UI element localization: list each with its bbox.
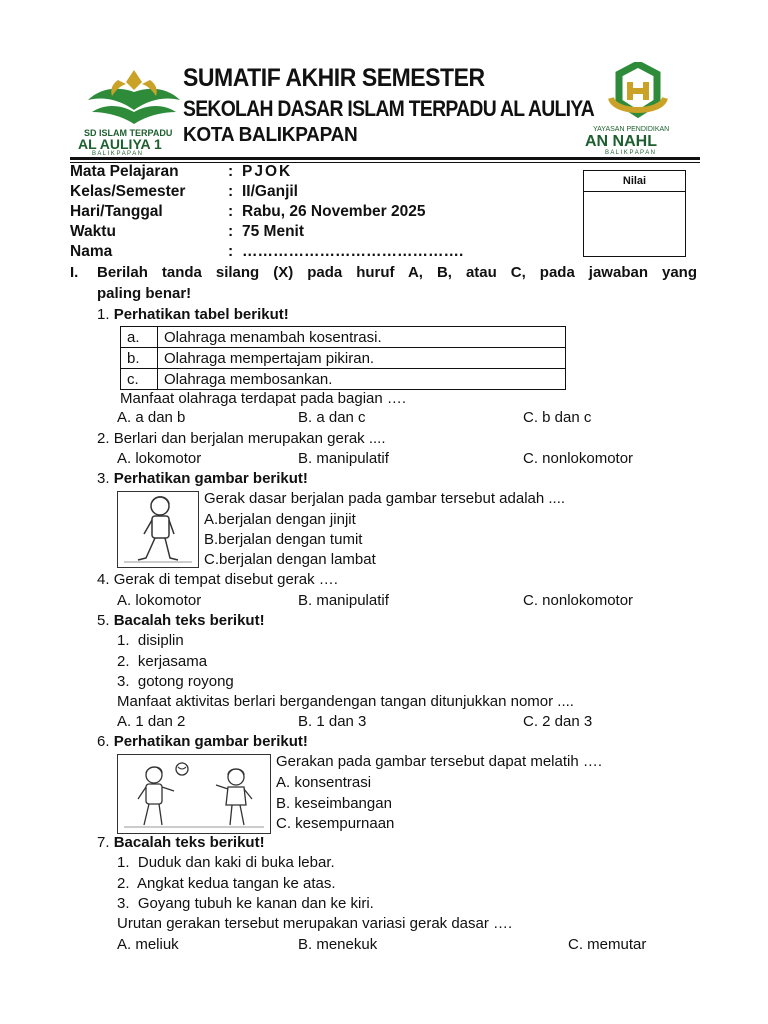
q5: 5. Bacalah teks berikut! [97,612,265,629]
q4-option-c[interactable]: C. nonlokomotor [523,592,634,609]
q5-option-a[interactable]: A. 1 dan 2 [117,713,186,730]
q1-option-a[interactable]: A. a dan b [117,409,186,426]
city-name: KOTA BALIKPAPAN [183,124,358,146]
score-box-label: Nilai [584,171,685,192]
walking-child-image [117,491,199,568]
foundation-logo-right: YAYASAN PENDIDIKAN AN NAHL B A L I K P A P A N [585,62,691,158]
q4: 4. Gerak di tempat disebut gerak …. [97,571,338,588]
list-item: 2. Angkat kedua tangan ke atas. [117,875,336,892]
q5-option-c[interactable]: C. 2 dan 3 [523,713,593,730]
section-number: I. [70,264,79,281]
q7-stem: Urutan gerakan tersebut merupakan variasi gerak dasar …. [117,915,513,932]
header-rule-thick [70,157,700,160]
q3-option-c[interactable]: C.berjalan dengan lambat [204,551,376,568]
q5-option-b[interactable]: B. 1 dan 3 [298,713,367,730]
q2-option-a[interactable]: A. lokomotor [117,450,202,467]
q7-option-b[interactable]: B. menekuk [298,936,378,953]
school-name: SEKOLAH DASAR ISLAM TERPADU AL AULIYA [183,96,595,121]
q2: 2. Berlari dan berjalan merupakan gerak .... [97,430,386,447]
foundation-emblem-icon [585,62,691,124]
walking-child-icon [118,492,198,567]
leaf-emblem-icon [78,66,190,128]
table-row: b. Olahraga mempertajam pikiran. [121,348,566,369]
q1-option-c[interactable]: C. b dan c [523,409,592,426]
q6-option-c[interactable]: C. kesempurnaan [276,815,395,832]
q4-option-a[interactable]: A. lokomotor [117,592,202,609]
q1: 1. Perhatikan tabel berikut! [97,306,289,323]
q3: 3. Perhatikan gambar berikut! [97,470,308,487]
q1-option-b[interactable]: B. a dan c [298,409,366,426]
q6-option-a[interactable]: A. konsentrasi [276,774,372,791]
table-row: a. Olahraga menambah kosentrasi. [121,327,566,348]
score-box[interactable] [583,170,686,257]
ball-playing-children-image [117,754,271,834]
children-playing-ball-icon [118,755,270,833]
list-item: 1. Duduk dan kaki di buka lebar. [117,854,335,871]
section-instruction-1: Berilah tanda silang (X) pada huruf A, B, atau C, pada jawaban yang [97,264,697,281]
q3-option-b[interactable]: B.berjalan dengan tumit [204,531,363,548]
list-item: 1. disiplin [117,632,184,649]
table-row: c. Olahraga membosankan. [121,369,566,390]
q2-option-b[interactable]: B. manipulatif [298,450,389,467]
q6-option-b[interactable]: B. keseimbangan [276,795,392,812]
q1-table [120,326,566,390]
exam-title: SUMATIF AKHIR SEMESTER [183,64,485,92]
q6-stem: Gerakan pada gambar tersebut dapat melatih …. [276,753,603,770]
q4-option-b[interactable]: B. manipulatif [298,592,389,609]
q3-stem: Gerak dasar berjalan pada gambar tersebut adalah .... [204,490,566,507]
list-item: 3. Goyang tubuh ke kanan dan ke kiri. [117,895,374,912]
q1-stem: Manfaat olahraga terdapat pada bagian …. [120,390,407,407]
list-item: 3. gotong royong [117,673,234,690]
q7: 7. Bacalah teks berikut! [97,834,265,851]
section-instruction-2: paling benar! [97,285,192,302]
q7-option-a[interactable]: A. meliuk [117,936,179,953]
q2-option-c[interactable]: C. nonlokomotor [523,450,634,467]
list-item: 2. kerjasama [117,653,208,670]
q5-stem: Manfaat aktivitas berlari bergandengan tangan ditunjukkan nomor .... [117,693,574,710]
school-logo-left: SD ISLAM TERPADU AL AULIYA 1 B A L I K P A P A N [78,66,190,156]
q6: 6. Perhatikan gambar berikut! [97,733,308,750]
q3-option-a[interactable]: A.berjalan dengan jinjit [204,511,356,528]
q7-option-c[interactable]: C. memutar [568,936,647,953]
